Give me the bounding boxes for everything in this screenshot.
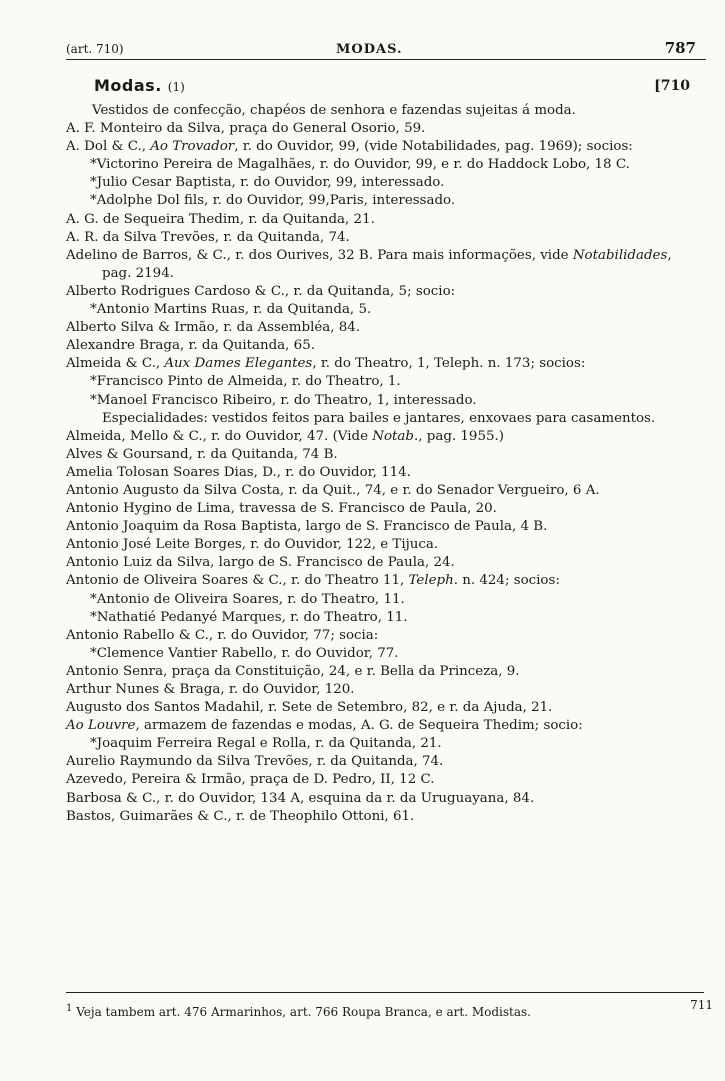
entry-21: Antonio Joaquim da Rosa Baptista, largo de S. Francisco de Paula, 4 B. (66, 519, 548, 535)
entry-30: Arthur Nunes & Braga, r. do Ouvidor, 120. (66, 682, 355, 697)
footnote-text: Veja tambem art. 476 Armarinhos, art. 766 Roupa Branca, e art. Modistas. (76, 1005, 531, 1019)
entry-13: *Francisco Pinto de Almeida, r. do Theatro, 1. (90, 374, 401, 390)
entry-24: Antonio de Oliveira Soares & C., r. do Theatro 11, Teleph. n. 424; socios: (66, 573, 560, 589)
entry-7: Adelino de Barros, & C., r. dos Ourives, 32 B. Para mais informações, vide Notabilidades, pag. 2194. (66, 247, 672, 281)
entry-33: *Joaquim Ferreira Regal e Rolla, r. da Quitanda, 21. (90, 736, 442, 752)
entry-18: Amelia Tolosan Soares Dias, D., r. do Ouvidor, 114. (66, 464, 411, 480)
entry-3: *Julio Cesar Baptista, r. do Ouvidor, 99, interessado. (90, 175, 445, 191)
entry-25: *Antonio de Oliveira Soares, r. do Theatro, 11. (90, 591, 405, 607)
entry-16: Almeida, Mello & C., r. do Ouvidor, 47. (Vide Notab., pag. 1955.) (66, 428, 504, 444)
entry-2: *Victorino Pereira de Magalhães, r. do Ouvidor, 99, e r. do Haddock Lobo, 18 C. (90, 157, 630, 173)
entry-8: Alberto Rodrigues Cardoso & C., r. da Quitanda, 5; socio: (66, 283, 456, 299)
entry-28: *Clemence Vantier Rabello, r. do Ouvidor, 77. (90, 645, 399, 661)
footnote (66, 1000, 666, 1021)
entry-14: *Manoel Francisco Ribeiro, r. do Theatro, 1, interessado. (90, 392, 477, 408)
entry-0: A. F. Monteiro da Silva, praça do General Osorio, 59. (66, 121, 426, 137)
entry-32: Ao Louvre, armazem de fazendas e modas, A. G. de Sequeira Thedim; socio: (66, 718, 583, 734)
entry-9: *Antonio Martins Ruas, r. da Quitanda, 5. (90, 302, 372, 318)
entry-10: Alberto Silva & Irmão, r. da Assembléa, 84. (66, 320, 361, 336)
entry-15: Especialidades: vestidos feitos para bailes e jantares, enxovaes para casamentos. (102, 410, 656, 426)
entry-37: Bastos, Guimarães & C., r. de Theophilo Ottoni, 61. (66, 808, 415, 824)
entry-5: A. G. de Sequeira Thedim, r. da Quitanda, 21. (66, 211, 375, 227)
section-number: [710 (654, 78, 690, 94)
entry-27: Antonio Rabello & C., r. do Ouvidor, 77; socia: (66, 627, 379, 643)
entry-6: A. R. da Silva Trevões, r. da Quitanda, 74. (66, 229, 350, 245)
entry-11: Alexandre Braga, r. da Quitanda, 65. (66, 338, 315, 354)
entries-list (66, 102, 696, 826)
section-intro: Vestidos de confecção, chapéos de senhora e fazendas sujeitas á moda. (92, 103, 576, 118)
entry-19: Antonio Augusto da Silva Costa, r. da Quit., 74, e r. do Senador Vergueiro, 6 A. (66, 482, 600, 498)
entry-36: Barbosa & C., r. do Ouvidor, 134 A, esquina da r. da Uruguayana, 84. (66, 790, 535, 806)
entry-22: Antonio José Leite Borges, r. do Ouvidor, 122, e Tijuca. (66, 537, 439, 553)
entry-4: *Adolphe Dol fils, r. do Ouvidor, 99,Paris, interessado. (90, 193, 456, 209)
entry-23: Antonio Luiz da Silva, largo de S. Francisco de Paula, 24. (66, 555, 455, 571)
section-footnote-ref: (1) (167, 80, 185, 94)
page-number: 787 (664, 39, 696, 57)
entry-31: Augusto dos Santos Madahil, r. Sete de Setembro, 82, e r. da Ajuda, 21. (66, 700, 553, 716)
entry-12: Almeida & C., Aux Dames Elegantes, r. do Theatro, 1, Teleph. n. 173; socios: (66, 356, 586, 372)
entry-1: A. Dol & C., Ao Trovador, r. do Ouvidor, 99, (vide Notabilidades, pag. 1969); socios: (66, 139, 633, 155)
footnote-side-number: 711 (690, 998, 713, 1012)
header-section-name: MODAS. (336, 42, 403, 57)
entry-26: *Nathatié Pedanyé Marques, r. do Theatro, 11. (90, 609, 408, 625)
section-title: Modas. (94, 76, 162, 95)
header-rule (66, 59, 706, 60)
entry-34: Aurelio Raymundo da Silva Trevões, r. da Quitanda, 74. (66, 754, 444, 770)
footnote-marker: 1 (66, 1003, 73, 1014)
entry-17: Alves & Goursand, r. da Quitanda, 74 B. (66, 446, 338, 462)
page-header (66, 36, 706, 60)
section-title-row (94, 76, 706, 100)
entry-20: Antonio Hygino de Lima, travessa de S. Francisco de Paula, 20. (66, 501, 497, 517)
footnote-rule (66, 992, 704, 993)
entry-35: Azevedo, Pereira & Irmão, praça de D. Pedro, II, 12 C. (66, 772, 435, 788)
header-article-ref: (art. 710) (66, 42, 124, 56)
entry-29: Antonio Senra, praça da Constituição, 24, e r. Bella da Princeza, 9. (66, 663, 520, 679)
